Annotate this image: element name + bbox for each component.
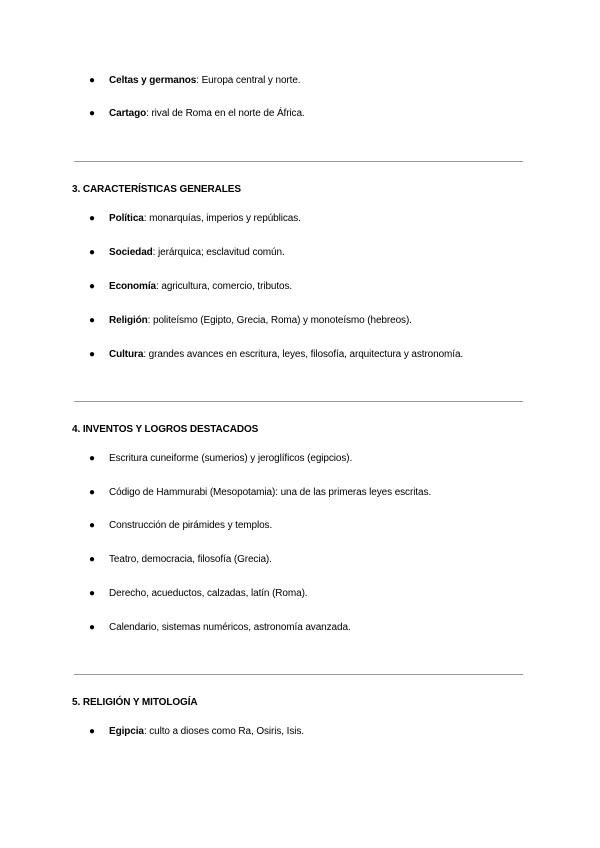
item-text: : grandes avances en escritura, leyes, filosofía, arquitectura y astronomía.: [143, 349, 464, 360]
item-term: Cultura: [109, 349, 144, 360]
bullet-icon: ●: [89, 554, 95, 565]
list-item: [0, 246, 600, 259]
item-text: : Europa central y norte.: [196, 75, 301, 86]
item-term: Economía: [109, 281, 156, 292]
section-4-item-5: [0, 587, 600, 600]
section-3-item-2: [0, 246, 600, 259]
bullet-icon: ●: [89, 622, 95, 633]
section-3-item-4: [0, 314, 600, 327]
section-4-item-1: [0, 452, 600, 465]
list-item: [0, 553, 600, 566]
list-item: [0, 280, 600, 293]
item-text: : rival de Roma en el norte de África.: [146, 108, 305, 119]
bullet-icon: ●: [89, 281, 95, 292]
section-2-tail: [0, 74, 600, 87]
section-4-item-4: [0, 553, 600, 566]
item-text: : monarquías, imperios y repúblicas.: [143, 213, 301, 224]
item-text: Calendario, sistemas numéricos, astronomía avanzada.: [109, 622, 351, 633]
bullet-icon: ●: [89, 247, 95, 258]
list-item: [0, 621, 600, 634]
list-item: [0, 725, 600, 738]
list-item-celtas: [0, 74, 600, 87]
item-text: Construcción de pirámides y templos.: [109, 520, 273, 531]
item-term: Religión: [109, 315, 148, 326]
bullet-icon: ●: [89, 315, 95, 326]
item-term: Celtas y germanos: [109, 75, 197, 86]
list-item: [0, 519, 600, 532]
item-text: Derecho, acueductos, calzadas, latín (Roma).: [109, 588, 308, 599]
section-3-item-3: [0, 280, 600, 293]
item-term: Sociedad: [109, 247, 153, 258]
bullet-icon: ●: [89, 349, 95, 360]
bullet-icon: ●: [89, 108, 95, 119]
item-text: : agricultura, comercio, tributos.: [156, 281, 293, 292]
item-term: Cartago: [109, 108, 147, 119]
section-5-heading: 5. RELIGIÓN Y MITOLOGÍA: [72, 697, 198, 708]
section-3-item-5: [0, 348, 600, 361]
section-divider: [74, 161, 523, 162]
list-item: [0, 212, 600, 225]
list-item: [0, 452, 600, 465]
list-item: [0, 486, 600, 499]
section-3-item-1: [0, 212, 600, 225]
item-text: Código de Hammurabi (Mesopotamia): una de las primeras leyes escritas.: [109, 487, 432, 498]
bullet-icon: ●: [89, 213, 95, 224]
section-3-heading: 3. CARACTERÍSTICAS GENERALES: [72, 184, 241, 195]
item-text: : politeísmo (Egipto, Grecia, Roma) y monoteísmo (hebreos).: [147, 315, 412, 326]
section-4-item-3: [0, 519, 600, 532]
section-divider: [74, 674, 523, 675]
bullet-icon: ●: [89, 487, 95, 498]
list-item-cartago: [0, 107, 600, 120]
bullet-icon: ●: [89, 75, 95, 86]
section-2-tail-b: [0, 107, 600, 120]
item-text: Escritura cuneiforme (sumerios) y jeroglíficos (egipcios).: [109, 453, 353, 464]
bullet-icon: ●: [89, 726, 95, 737]
item-text: Teatro, democracia, filosofía (Grecia).: [109, 554, 272, 565]
list-item: [0, 348, 600, 361]
item-text: : jerárquica; esclavitud común.: [152, 247, 285, 258]
section-5-item-1: [0, 725, 600, 738]
list-item: [0, 587, 600, 600]
section-4-heading: 4. INVENTOS Y LOGROS DESTACADOS: [72, 424, 259, 435]
item-text: : culto a dioses como Ra, Osiris, Isis.: [143, 726, 304, 737]
item-term: Política: [109, 213, 144, 224]
list-item: [0, 314, 600, 327]
section-divider: [74, 401, 523, 402]
section-4-item-6: [0, 621, 600, 634]
item-term: Egipcia: [109, 726, 144, 737]
bullet-icon: ●: [89, 588, 95, 599]
bullet-icon: ●: [89, 453, 95, 464]
section-4-item-2: [0, 486, 600, 499]
bullet-icon: ●: [89, 520, 95, 531]
